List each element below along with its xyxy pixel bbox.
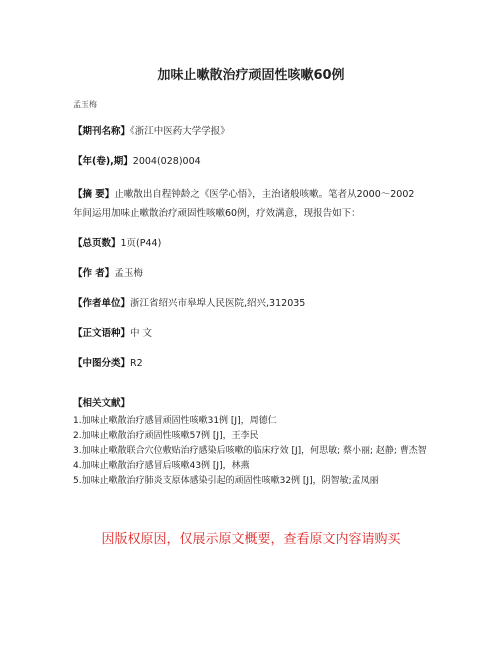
field-label: 【总页数】: [73, 238, 121, 249]
abstract-label: 【摘 要】: [73, 189, 115, 200]
author-line: 孟玉梅: [73, 100, 97, 109]
field-value: 中 文: [130, 328, 153, 339]
reference-item[interactable]: 2.加味止嗽散治疗顽固性咳嗽57例 [J]，王李民: [73, 431, 259, 441]
author-field: [73, 267, 143, 280]
field-label: 【期刊名称】: [73, 126, 131, 137]
reference-item[interactable]: 4.加味止嗽散治疗感冒后咳嗽43例 [J]，林燕: [73, 461, 250, 471]
references-list: [73, 414, 433, 489]
total-pages-field: [73, 237, 161, 250]
author-affiliation-field: [73, 297, 305, 310]
field-value: 浙江省绍兴市皋埠人民医院,绍兴,312035: [130, 298, 306, 309]
document-title: 加味止嗽散治疗顽固性咳嗽60例: [157, 68, 345, 83]
field-label: 【年(卷),期】: [73, 156, 133, 167]
field-value: 孟玉梅: [114, 268, 143, 279]
field-label: 【作 者】: [73, 268, 115, 279]
field-label: 【中图分类】: [73, 358, 131, 369]
reference-item[interactable]: 3.加味止嗽散联合穴位敷贴治疗感染后咳嗽的临床疗效 [J]，何思敏; 蔡小丽; 赵静; 曹杰智: [73, 446, 427, 456]
abstract: [73, 185, 418, 223]
field-value: 《浙江中医药大学学报》: [130, 126, 230, 137]
reference-item[interactable]: 5.加味止嗽散治疗肺炎支原体感染引起的顽固性咳嗽32例 [J]，阴智敏;孟凤丽: [73, 476, 379, 486]
field-value: 1页(P44): [120, 238, 162, 249]
language-field: [73, 327, 152, 340]
classification-field: [73, 357, 143, 370]
reference-item[interactable]: 1.加味止嗽散治疗感冒顽固性咳嗽31例 [J]，周德仁: [73, 416, 277, 426]
copyright-notice: 因版权原因，仅展示原文概要，查看原文内容请购买: [101, 532, 401, 547]
field-value: 2004(028)004: [132, 156, 201, 167]
journal-name-field: [73, 125, 230, 138]
field-value: R2: [130, 358, 143, 369]
abstract-text: 止嗽散出自程钟龄之《医学心悟》，主治诸般咳嗽。笔者从2000～2002年间运用加味止嗽散治疗顽固性咳嗽60例，疗效满意，现报告如下：: [73, 189, 415, 219]
references-heading: 【相关文献】: [73, 398, 131, 409]
field-label: 【正文语种】: [73, 328, 131, 339]
year-volume-field: [73, 155, 201, 168]
field-label: 【作者单位】: [73, 298, 131, 309]
